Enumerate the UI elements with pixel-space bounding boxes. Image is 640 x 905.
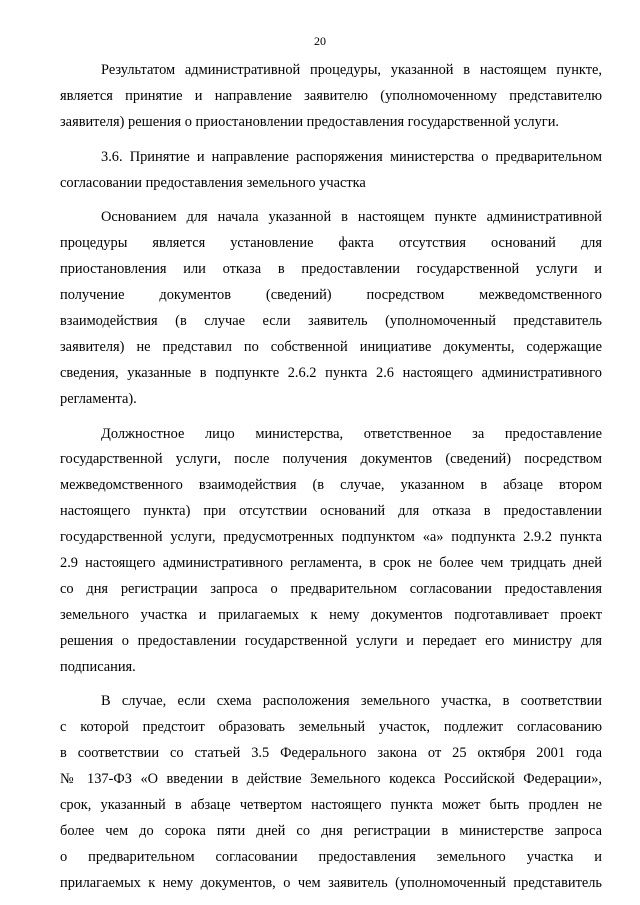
text-line: заявителя) не представил по собственной инициативе документы, содержащие	[60, 338, 602, 355]
body-text	[60, 58, 602, 897]
text-line: в соответствии со статьей 3.5 Федерального закона от 25 октября 2001 года	[60, 745, 602, 762]
text-line: согласовании предоставления земельного участка	[60, 174, 366, 191]
text-line: со дня регистрации запроса о предварительном согласовании предоставления	[60, 580, 602, 597]
text-line: более чем до сорока пяти дней со дня регистрации в министерстве запроса	[60, 822, 602, 839]
text-line: № 137-ФЗ «О введении в действие Земельного кодекса Российской Федерации»,	[60, 771, 602, 788]
text-line: прилагаемых к нему документов, о чем заявитель (уполномоченный представитель	[60, 874, 602, 891]
text-line: о предварительном согласовании предоставления земельного участка и	[60, 848, 602, 865]
text-line: 2.9 настоящего административного регламента, в срок не более чем тридцать дней	[60, 555, 602, 572]
text-line: государственной услуги, после получения документов (сведений) посредством	[60, 451, 602, 468]
text-line: получение документов (сведений) посредством межведомственного	[60, 287, 602, 304]
text-line: сведения, указанные в подпункте 2.6.2 пункта 2.6 настоящего административного	[60, 364, 602, 381]
text-line: Должностное лицо министерства, ответственное за предоставление	[101, 425, 602, 442]
text-line: Результатом административной процедуры, указанной в настоящем пункте,	[101, 62, 602, 78]
text-line: межведомственного взаимодействия (в случае, указанном в абзаце втором	[60, 477, 602, 494]
text-line: государственной услуги, предусмотренных подпунктом «а» подпункта 2.9.2 пункта	[60, 529, 602, 546]
text-line: процедуры является установление факта отсутствия оснований для	[60, 235, 602, 252]
text-line: с которой предстоит образовать земельный участок, подлежит согласованию	[60, 719, 602, 736]
text-line: взаимодействия (в случае если заявитель (уполномоченный представитель	[60, 313, 602, 330]
text-line: Основанием для начала указанной в настоящем пункте административной	[101, 209, 602, 226]
text-line: земельного участка и прилагаемых к нему документов подготавливает проект	[60, 606, 602, 623]
text-line: подписания.	[60, 658, 136, 675]
text-line: срок, указанный в абзаце четвертом настоящего пункта может быть продлен не	[60, 797, 602, 814]
text-line: 3.6. Принятие и направление распоряжения министерства о предварительном	[101, 148, 602, 165]
text-line: настоящего пункта) при отсутствии оснований для отказа в предоставлении	[60, 503, 602, 520]
text-line: В случае, если схема расположения земельного участка, в соответствии	[101, 693, 602, 710]
text-line: является принятие и направление заявителю (уполномоченному представителю	[60, 87, 602, 104]
text-line: приостановления или отказа в предоставлении государственной услуги и	[60, 261, 602, 278]
page-number: 20	[314, 34, 326, 48]
text-line: регламента).	[60, 390, 137, 407]
text-line: решения о предоставлении государственной услуги и передает его министру для	[60, 632, 602, 649]
text-line: заявителя) решения о приостановлении предоставления государственной услуги.	[60, 113, 559, 130]
